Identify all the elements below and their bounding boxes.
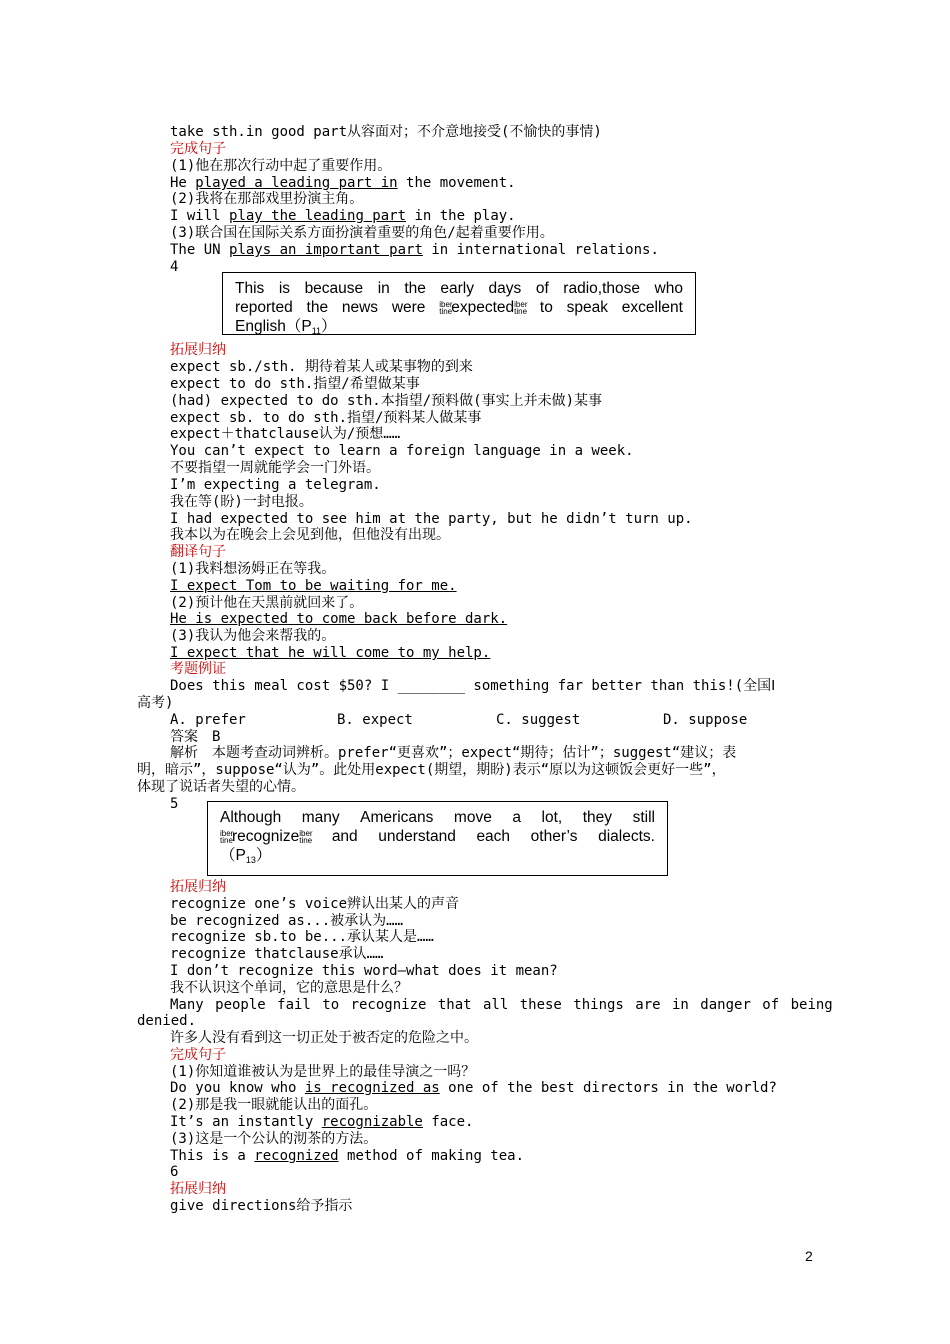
answer-line: 答案 B [170, 729, 221, 745]
analysis-line: 体现了说话者失望的心情。 [137, 779, 305, 795]
text-line: Many people fail to recognize that all these things are in danger of being [170, 997, 833, 1013]
option-d: D. suppose [663, 712, 748, 728]
text-line: I’m expecting a telegram. [170, 477, 381, 493]
exercise-prompt: (2)那是我一眼就能认出的面孔。 [170, 1097, 378, 1113]
analysis-line: 明，暗示”，suppose“认为”。此处用expect(期望，期盼)表示“原以为这顿饭会更好一些”， [137, 762, 726, 778]
text-line: 我在等(盼)一封电报。 [170, 494, 313, 510]
marker-glyph: iber tine [514, 300, 528, 316]
answer-underline: recognized [254, 1148, 339, 1164]
exercise-prompt: (3)联合国在国际关系方面扮演着重要的角色/起着重要作用。 [170, 225, 554, 241]
keyword: expected [451, 299, 515, 316]
text-line: expect to do sth.指望/希望做某事 [170, 376, 420, 392]
text-line: recognize thatclause承认…… [170, 946, 384, 962]
exercise-prompt: (2)预计他在天黑前就回来了。 [170, 595, 364, 611]
exercise-prompt: (3)我认为他会来帮我的。 [170, 628, 336, 644]
exercise-answer: I expect that he will come to my help. [170, 645, 491, 661]
section-heading: 拓展归纳 [170, 1181, 226, 1197]
answer-underline: plays an important part [229, 242, 423, 258]
exercise-answer: He played a leading part in the movement. [170, 175, 516, 191]
box-line-3: $English(P_{11})$ [235, 318, 337, 335]
example-sentence-box [222, 272, 696, 335]
box-line-1: This is because in the early days of radio,those who [235, 280, 683, 297]
phrase-line: take sth.in good part从容面对；不介意地接受(不愉快的事情) [170, 124, 602, 140]
question-stem-cont: 高考) [137, 695, 174, 711]
section-heading: 考题例证 [170, 661, 226, 677]
exercise-prompt: (1)他在那次行动中起了重要作用。 [170, 158, 392, 174]
marker-glyph: iber tine [439, 300, 453, 316]
marker-glyph: iber tine [299, 829, 313, 845]
answer-underline: played a leading part in [195, 175, 398, 191]
text-line: denied. [137, 1013, 197, 1029]
exercise-prompt: (3)这是一个公认的沏茶的方法。 [170, 1131, 378, 1147]
analysis-line: 解析 本题考查动词辨析。prefer“更喜欢”；expect“期待；估计”；suggest“建议；表 [170, 745, 737, 761]
text-line: expect sb. to do sth.指望/预料某人做某事 [170, 410, 482, 426]
box-line-1: Although many Americans move a lot, they still [220, 809, 655, 826]
page-number: 2 [805, 1248, 813, 1264]
option-a: A. prefer [170, 712, 246, 728]
text-line: 我本以为在晚会上会见到他，但他没有出现。 [170, 527, 450, 543]
exercise-answer: This is a recognized method of making tea. [170, 1148, 525, 1164]
section-heading: 拓展归纳 [170, 879, 226, 895]
answer-underline: recognizable [321, 1114, 423, 1130]
box-line-2: reported the news were iber tineexpectediber tine to speak excellent [235, 299, 683, 316]
exercise-answer: It’s an instantly recognizable face. [170, 1114, 474, 1130]
text-line: (had) expected to do sth.本指望/预料做(事实上并未做)某事 [170, 393, 603, 409]
box-line-2: iber tinerecognizeiber tine and understand each other’s dialects. [220, 828, 655, 845]
text-line: give directions给予指示 [170, 1198, 353, 1214]
text-line: expect sb./sth. 期待着某人或某事物的到来 [170, 359, 473, 375]
answer-underline: play the leading part [229, 208, 407, 224]
text-line: recognize one’s voice辨认出某人的声音 [170, 896, 460, 912]
exercise-prompt: (2)我将在那部戏里扮演主角。 [170, 191, 364, 207]
text-line: I had expected to see him at the party, but he didn’t turn up. [170, 511, 693, 527]
marker-glyph: iber tine [220, 829, 234, 845]
text-line: 我不认识这个单词，它的意思是什么？ [170, 980, 408, 996]
exercise-prompt: (1)你知道谁被认为是世界上的最佳导演之一吗？ [170, 1064, 476, 1080]
text-line: 不要指望一周就能学会一门外语。 [170, 460, 380, 476]
example-sentence-box [207, 801, 668, 876]
item-number: 5 [170, 796, 179, 812]
section-heading: 完成句子 [170, 141, 226, 157]
section-heading: 完成句子 [170, 1047, 226, 1063]
item-number: 4 [170, 259, 179, 275]
text-line: expect＋thatclause认为/预想…… [170, 426, 401, 442]
exercise-prompt: (1)我料想汤姆正在等我。 [170, 561, 336, 577]
text-line: You can’t expect to learn a foreign language in a week. [170, 443, 634, 459]
exercise-answer: He is expected to come back before dark. [170, 611, 508, 627]
option-b: B. expect [337, 712, 413, 728]
exercise-answer: I will play the leading part in the play. [170, 208, 516, 224]
text-line: 许多人没有看到这一切正处于被否定的危险之中。 [170, 1030, 478, 1046]
section-heading: 拓展归纳 [170, 342, 226, 358]
section-heading: 翻译句子 [170, 544, 226, 560]
exercise-answer: I expect Tom to be waiting for me. [170, 578, 457, 594]
exercise-answer: Do you know who is recognized as one of the best directors in the world? [170, 1080, 777, 1096]
text-line: I don’t recognize this word—what does it mean? [170, 963, 558, 979]
answer-underline: is recognized as [304, 1080, 440, 1096]
box-line-3: $(P_{13})$ [220, 847, 272, 865]
text-line: be recognized as...被承认为…… [170, 913, 404, 929]
keyword: recognize [232, 828, 300, 845]
text-line: recognize sb.to be...承认某人是…… [170, 929, 434, 945]
question-stem: Does this meal cost $50? I ________ something far better than this!(全国Ⅰ [170, 678, 776, 694]
exercise-answer: The UN plays an important part in international relations. [170, 242, 659, 258]
item-number: 6 [170, 1164, 179, 1180]
option-c: C. suggest [496, 712, 581, 728]
